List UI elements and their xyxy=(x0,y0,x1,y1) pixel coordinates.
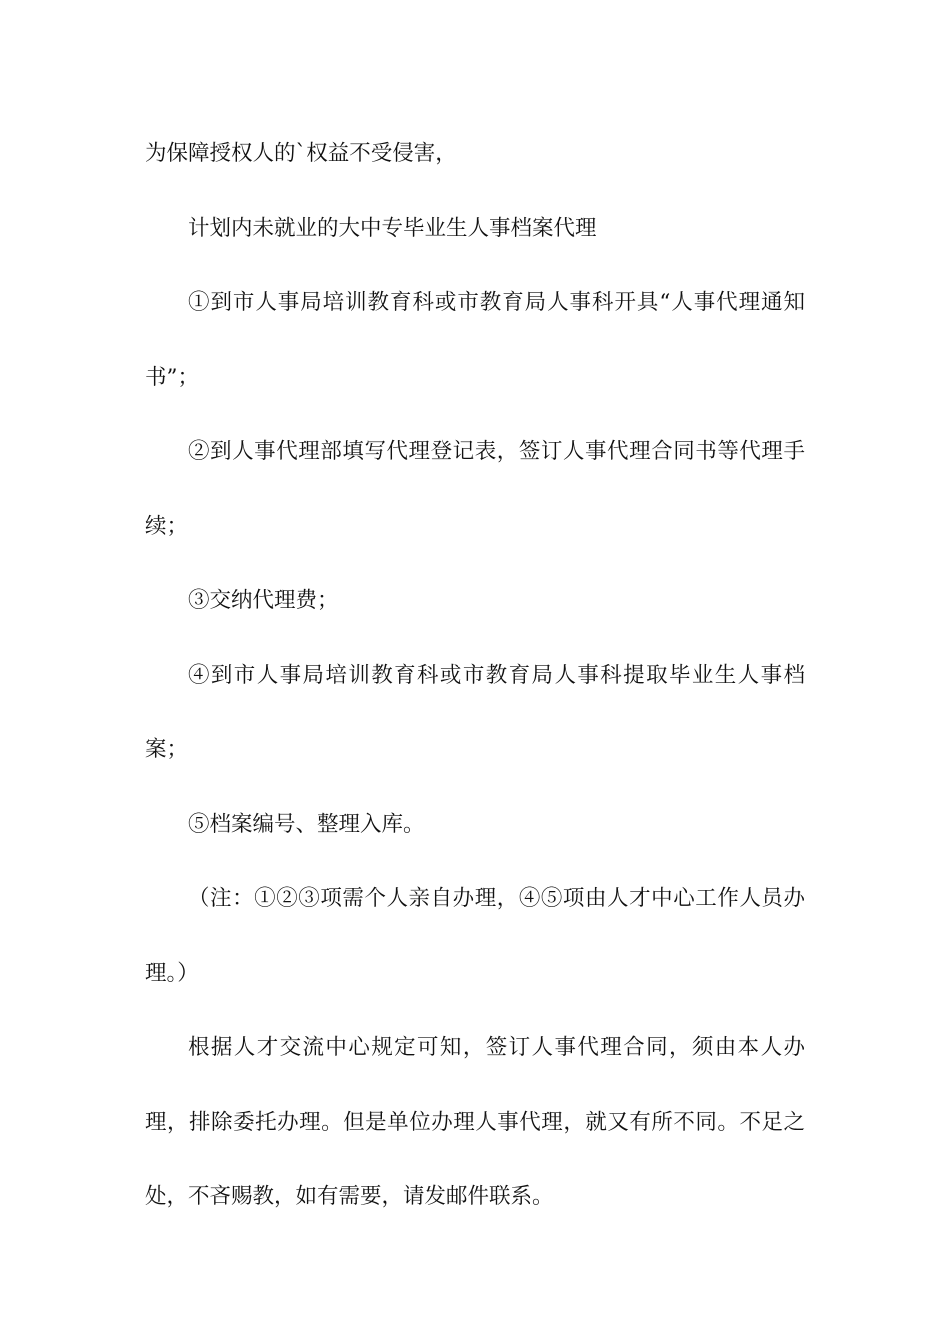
paragraph-step-5: ⑤档案编号、整理入库。 xyxy=(188,811,425,837)
paragraph-step-1: ①到市人事局培训教育科或市教育局人事科开具“人事代理通知书”； xyxy=(145,290,805,390)
paragraph-step-4: ④到市人事局培训教育科或市教育局人事科提取毕业生人事档案； xyxy=(145,662,805,762)
paragraph-heading: 计划内未就业的大中专毕业生人事档案代理 xyxy=(188,215,597,241)
paragraph-intro: 为保障授权人的`权益不受侵害， xyxy=(145,141,457,166)
paragraph-step-2: ②到人事代理部填写代理登记表，签订人事代理合同书等代理手续； xyxy=(145,439,805,539)
paragraph-step-3: ③交纳代理费； xyxy=(188,588,339,613)
document-body xyxy=(145,117,805,1235)
paragraph-note: （注：①②③项需个人亲自办理，④⑤项由人才中心工作人员办理。） xyxy=(145,886,805,986)
paragraph-conclusion: 根据人才交流中心规定可知，签订人事代理合同，须由本人办理，排除委托办理。但是单位办理人事代理，就又有所不同。不足之处，不吝赐教，如有需要，请发邮件联系。 xyxy=(145,1035,805,1209)
